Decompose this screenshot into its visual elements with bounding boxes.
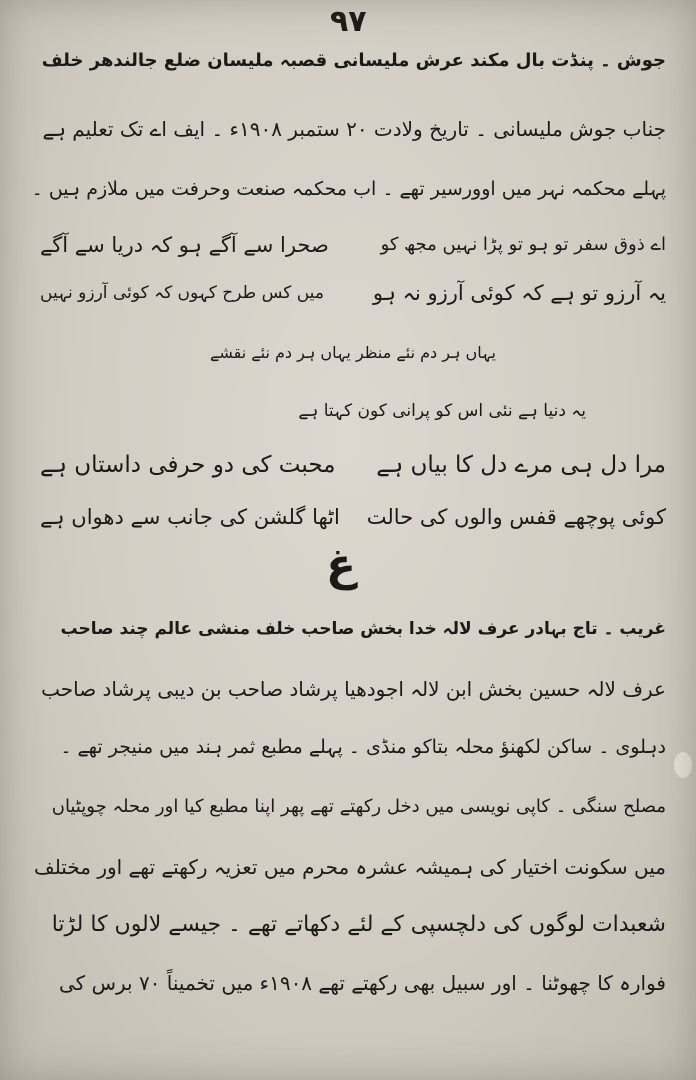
entry-gharib-line-3: دہلوی ۔ ساکن لکھنؤ محلہ بتاکو منڈی ۔ پہلے مطبع ثمر ہند میں منیجر تھے ۔ bbox=[60, 736, 666, 758]
entry-josh-line-2: جناب جوش ملیسانی ۔ تاریخ ولادت ۲۰ ستمبر ۱۹۰۸ء ۔ ایف اے تک تعلیم ہے bbox=[42, 117, 666, 141]
verse-3-first-hemistich: یہاں ہر دم نئے منظر یہاں ہر دم نئے نقشے bbox=[209, 343, 496, 362]
verse-2-second-hemistich: میں کس طرح کہوں کہ کوئی آرزو نہیں bbox=[40, 283, 324, 303]
page-number: ۹۷ bbox=[330, 4, 367, 39]
entry-gharib-line-2: عرف لالہ حسین بخش ابن لالہ اجودھیا پرشاد صاحب بن دیبی پرشاد صاحب bbox=[41, 677, 666, 701]
entry-gharib-line-1: غریب ۔ تاج بہادر عرف لالہ خدا بخش صاحب خلف منشی عالم چند صاحب bbox=[60, 619, 666, 639]
verse-5-first-hemistich: مرا دل ہی مرے دل کا بیاں ہے bbox=[376, 452, 666, 478]
paper-stain bbox=[674, 752, 692, 778]
verse-1-second-hemistich: صحرا سے آگے ہو کہ دریا سے آگے bbox=[40, 233, 329, 257]
section-letter-heading: غ bbox=[326, 540, 357, 591]
verse-6-first-hemistich: کوئی پوچھے قفس والوں کی حالت bbox=[366, 505, 666, 529]
verse-2-first-hemistich: یہ آرزو تو ہے کہ کوئی آرزو نہ ہو bbox=[372, 281, 666, 305]
entry-gharib-line-6: شعبدات لوگوں کی دلچسپی کے لئے دکھاتے تھے ۔ جیسے لالوں کا لڑتا bbox=[51, 912, 666, 937]
verse-4-first-hemistich: یہ دنیا ہے نئی اس کو پرانی کون کہتا ہے bbox=[298, 401, 586, 421]
entry-gharib-line-5: میں سکونت اختیار کی ہمیشہ عشرہ محرم میں تعزیہ رکھتے تھے اور مختلف bbox=[33, 855, 666, 879]
verse-1-first-hemistich: اے ذوق سفر تو ہو تو پڑا نہیں مجھ کو bbox=[380, 234, 666, 255]
entry-gharib-line-7: فوارہ کا چھوٹنا ۔ اور سبیل بھی رکھتے تھے ۱۹۰۸ء میں تخمیناً ۷۰ برس کی bbox=[59, 971, 666, 995]
entry-josh-line-3: پہلے محکمہ نہر میں اوورسیر تھے ۔ اب محکمہ صنعت وحرفت میں ملازم ہیں ۔ bbox=[31, 178, 666, 200]
entry-gharib-line-4: مصلح سنگی ۔ کاپی نویسی میں دخل رکھتے تھے پھر اپنا مطبع کیا اور محلہ چوپٹیاں bbox=[51, 796, 666, 817]
entry-josh-line-1: جوش ۔ پنڈت بال مکند عرش ملیسانی قصبہ ملیسان ضلع جالندھر خلف bbox=[41, 50, 666, 71]
verse-6-second-hemistich: اٹھا گلشن کی جانب سے دھواں ہے bbox=[40, 505, 340, 529]
verse-5-second-hemistich: محبت کی دو حرفی داستاں ہے bbox=[40, 452, 336, 478]
